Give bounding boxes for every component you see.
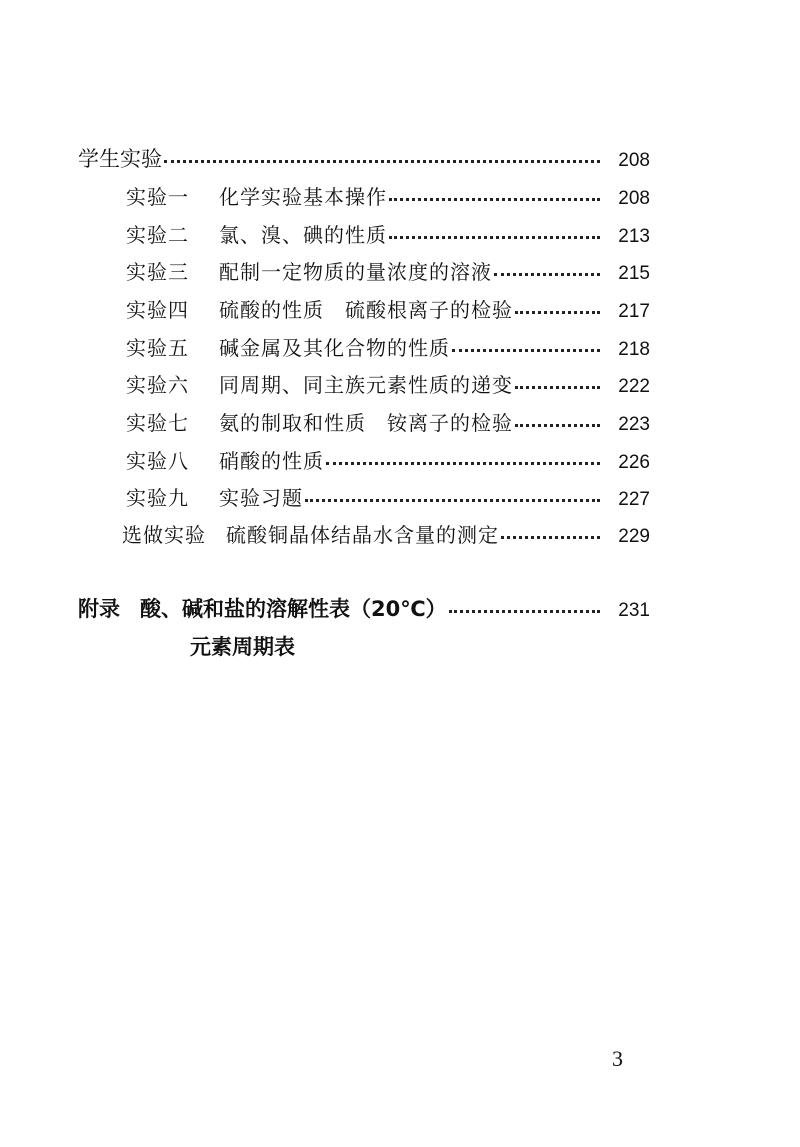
toc-entry-experiment-9 bbox=[126, 485, 650, 513]
toc-entry-appendix-periodic-table bbox=[190, 634, 295, 660]
toc-entry-title: 硝酸的性质 bbox=[219, 449, 324, 473]
toc-entry-section bbox=[78, 146, 650, 174]
toc-entry-title: 化学实验基本操作 bbox=[219, 185, 387, 209]
toc-section-title: 学生实验 bbox=[78, 147, 162, 171]
toc-leader bbox=[449, 600, 600, 613]
toc-entry-experiment-2 bbox=[126, 222, 650, 250]
toc-entry-experiment-6 bbox=[126, 372, 650, 400]
toc-leader bbox=[389, 188, 600, 201]
toc-leader bbox=[305, 489, 600, 502]
toc-leader bbox=[452, 339, 600, 352]
toc-leader bbox=[515, 376, 600, 389]
toc-entry-num: 实验八 bbox=[126, 449, 189, 473]
toc-page-number: 208 bbox=[618, 150, 650, 171]
toc-entry-title: 硫酸铜晶体结晶水含量的测定 bbox=[226, 523, 499, 547]
toc-entry-num: 实验五 bbox=[126, 336, 189, 360]
toc-entry-title: 配制一定物质的量浓度的溶液 bbox=[219, 260, 492, 284]
toc-entry-title: 硫酸的性质 硫酸根离子的检验 bbox=[219, 298, 513, 322]
toc-entry-title: 碱金属及其化合物的性质 bbox=[219, 336, 450, 360]
toc-entry-title: 氯、溴、碘的性质 bbox=[219, 223, 387, 247]
toc-entry-title: 实验习题 bbox=[219, 486, 303, 510]
toc-entry-optional-experiment bbox=[122, 522, 650, 550]
toc-leader bbox=[389, 226, 600, 239]
toc-page-number: 223 bbox=[618, 414, 650, 435]
page-number: 3 bbox=[612, 1046, 623, 1071]
toc-leader bbox=[515, 301, 600, 314]
appendix-label: 附录 bbox=[78, 597, 120, 621]
toc-leader bbox=[515, 414, 600, 427]
appendix-item-periodic-table: 元素周期表 bbox=[190, 635, 295, 659]
toc-page-number: 226 bbox=[618, 452, 650, 473]
toc-entry-num: 实验七 bbox=[126, 411, 189, 435]
toc-entry-appendix bbox=[78, 596, 650, 624]
toc-entry-num: 实验三 bbox=[126, 260, 189, 284]
toc-page-number: 217 bbox=[618, 301, 650, 322]
toc-page-number: 231 bbox=[618, 600, 650, 621]
toc-entry-title: 同周期、同主族元素性质的递变 bbox=[219, 373, 513, 397]
toc-entry-experiment-7 bbox=[126, 410, 650, 438]
toc-leader bbox=[494, 263, 600, 276]
toc-entry-num: 实验六 bbox=[126, 373, 189, 397]
appendix-item-solubility-table: 酸、碱和盐的溶解性表（20℃） bbox=[140, 597, 447, 621]
toc-leader bbox=[164, 150, 600, 163]
toc-entry-num: 实验一 bbox=[126, 185, 189, 209]
toc-entry-title: 氨的制取和性质 铵离子的检验 bbox=[219, 411, 513, 435]
toc-page-number: 227 bbox=[618, 489, 650, 510]
toc-entry-num: 实验四 bbox=[126, 298, 189, 322]
toc-page-number: 213 bbox=[618, 226, 650, 247]
toc-leader bbox=[326, 452, 600, 465]
toc-page-number: 215 bbox=[618, 263, 650, 284]
toc-entry-experiment-5 bbox=[126, 335, 650, 363]
toc-entry-num: 实验九 bbox=[126, 486, 189, 510]
toc-entry-experiment-8 bbox=[126, 448, 650, 476]
toc-entry-num: 选做实验 bbox=[122, 523, 206, 547]
toc-page-number: 208 bbox=[618, 188, 650, 209]
toc-entry-experiment-3 bbox=[126, 259, 650, 287]
toc-page-number: 222 bbox=[618, 376, 650, 397]
toc-page-number: 229 bbox=[618, 526, 650, 547]
toc-entry-experiment-1 bbox=[126, 184, 650, 212]
toc-page-number: 218 bbox=[618, 339, 650, 360]
toc-leader bbox=[501, 526, 600, 539]
toc-entry-experiment-4 bbox=[126, 297, 650, 325]
toc-entry-num: 实验二 bbox=[126, 223, 189, 247]
